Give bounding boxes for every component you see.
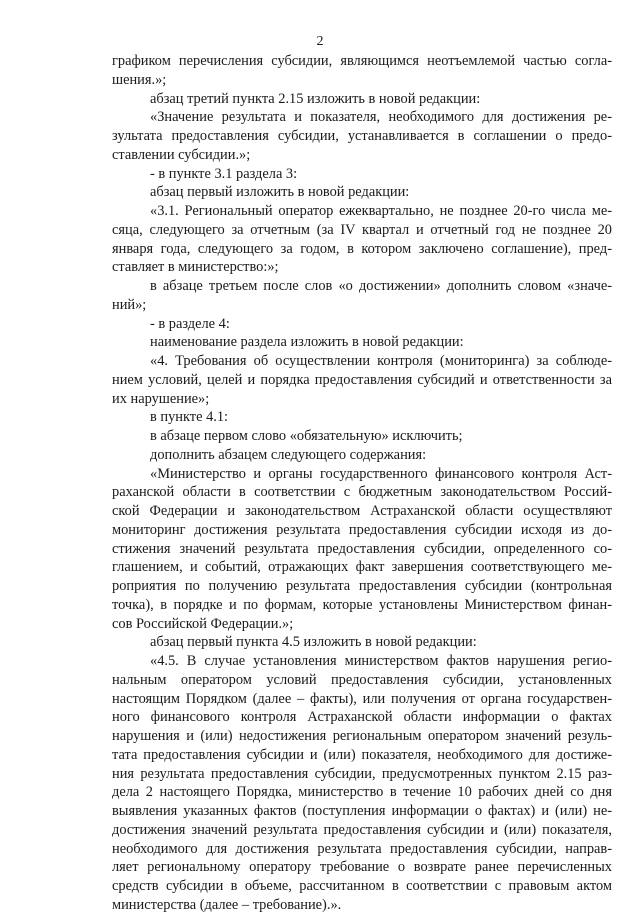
text-line: дела 2 настоящего Порядка, министерство в течение 10 рабочих дней со дня: [112, 784, 612, 801]
page-number: 2: [316, 34, 324, 49]
text-line: средств субсидии в объеме, рассчитанном в соответствии с правовым актом: [112, 878, 612, 894]
text-line: в абзаце первом слово «обязательную» исключить;: [150, 428, 463, 444]
text-line: настоящим Порядком (далее – факты), или получения от органа государствен-: [112, 690, 612, 707]
text-line: необходимого для достижения результата предоставления субсидии, направ-: [112, 840, 612, 857]
text-line: дополнить абзацем следующего содержания:: [150, 446, 427, 463]
text-line: нарушения и (или) недостижения региональным оператором значений резуль-: [112, 728, 612, 744]
document-body: [112, 52, 612, 915]
text-line: тата предоставления субсидии и (или) показателя, необходимого для достиже-: [112, 746, 612, 763]
text-line: абзац первый пункта 4.5 изложить в новой редакции:: [150, 634, 477, 651]
text-line: сяца, следующего за отчетным (за IV квартал и отчетный год не позднее 20: [112, 221, 612, 238]
text-line: абзац третий пункта 2.15 изложить в новой редакции:: [150, 90, 481, 107]
text-line: зультата предоставления субсидии, устанавливается в соглашении о предо-: [112, 128, 612, 144]
text-line: выявления указанных фактов (поступления информации о фактах) и (или) не-: [112, 803, 612, 819]
text-line: их нарушение»;: [112, 390, 210, 407]
text-line: министерства (далее – требование).».: [112, 896, 342, 913]
text-line: ний»;: [112, 296, 147, 313]
text-line: - в пункте 3.1 раздела 3:: [150, 165, 298, 182]
text-line: ляет региональному оператору требование о возврате ранее перечисленных: [112, 859, 612, 876]
text-line: «Министерство и органы государственного финансового контроля Аст-: [150, 465, 612, 482]
text-line: сов Российской Федерации.»;: [112, 615, 294, 632]
text-line: стижения значений результата предоставления субсидии, определенного со-: [112, 540, 612, 557]
text-line: графиком перечисления субсидии, являющимся неотъемлемой частью согла-: [112, 53, 612, 69]
text-line: в пункте 4.1:: [150, 409, 229, 426]
text-line: «4.5. В случае установления министерством фактов нарушения регио-: [150, 653, 612, 669]
text-line: наименование раздела изложить в новой редакции:: [150, 334, 464, 351]
text-line: нальным оператором условий предоставления субсидии, установленных: [112, 671, 612, 688]
text-line: в абзаце третьем после слов «о достижении» дополнить словом «значе-: [150, 278, 612, 294]
text-line: «4. Требования об осуществлении контроля (мониторинга) за соблюде-: [150, 353, 612, 369]
text-line: шения.»;: [112, 71, 167, 88]
text-line: абзац первый изложить в новой редакции:: [150, 184, 410, 201]
text-line: точка), в порядке и по формам, которые установлены Министерством финан-: [112, 596, 612, 613]
text-line: января года, следующего за годом, в котором заключено соглашение), пред-: [112, 240, 612, 257]
text-line: ставлении субсидии.»;: [112, 146, 251, 163]
text-line: ставляет в министерство:»;: [112, 259, 279, 276]
text-line: роприятия по получению результата предоставления субсидии (контрольная: [112, 578, 612, 594]
text-line: ния результата предоставления субсидии, предусмотренных пунктом 2.15 раз-: [112, 765, 612, 782]
text-line: достижения значений результата предоставления субсидии и (или) показателя,: [112, 821, 612, 838]
text-line: «Значение результата и показателя, необходимого для достижения ре-: [150, 109, 612, 126]
text-line: «3.1. Региональный оператор ежеквартально, не позднее 20-го числа ме-: [150, 203, 612, 219]
text-line: раханской области в соответствии с бюджетным законодательством Россий-: [112, 484, 612, 501]
text-line: мониторинг достижения результата предоставления субсидии исходя из до-: [112, 521, 612, 538]
text-line: глашением, и событий, отражающих факт завершения соответствующего ме-: [112, 559, 612, 576]
text-line: - в разделе 4:: [150, 315, 230, 332]
text-line: ного финансового контроля Астраханской области информации о фактах: [112, 709, 612, 726]
text-line: нием условий, целей и порядка предоставления субсидий и ответственности за: [112, 371, 612, 388]
text-line: ской Федерации и законодательством Астраханской области осуществляют: [112, 503, 612, 519]
